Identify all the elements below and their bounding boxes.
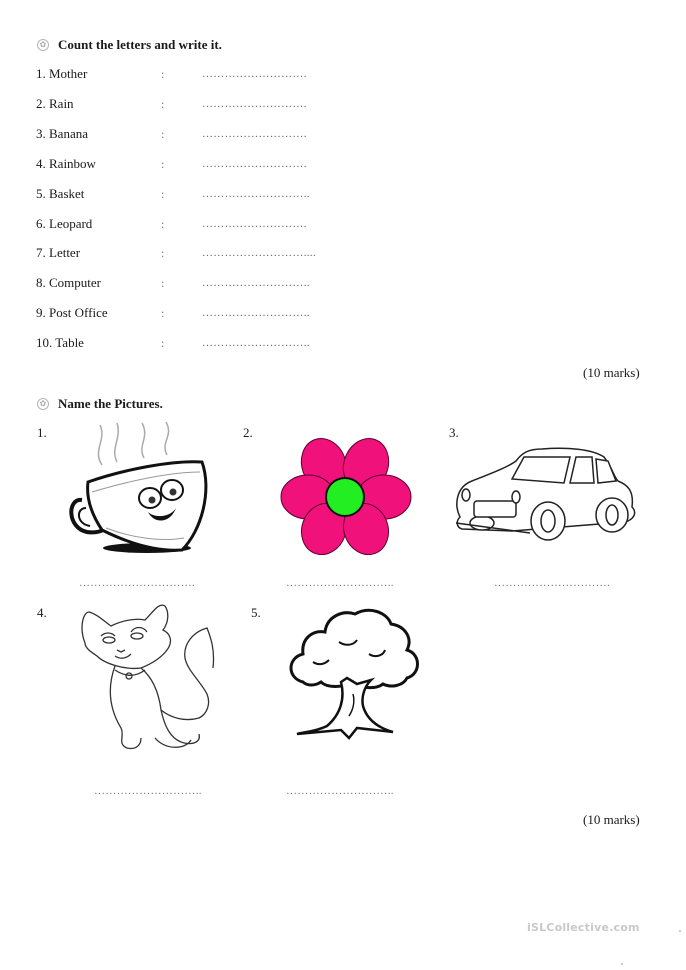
watermark-logo: iSLCollective.com — [527, 921, 640, 934]
word-label: 1. Mother — [36, 66, 88, 81]
speck-decoration — [621, 963, 623, 965]
section1-marks: (10 marks) — [583, 365, 640, 380]
tree-picture — [283, 602, 423, 747]
word-label: 2. Rain — [36, 96, 74, 111]
answer-field[interactable]: ……………………….. — [94, 785, 202, 797]
answer-field[interactable]: ………………………. — [202, 218, 307, 230]
answer-field[interactable]: ………………………. — [202, 98, 307, 110]
separator: : — [161, 187, 165, 201]
picture-number: 2. — [243, 425, 253, 440]
separator: : — [161, 336, 165, 350]
separator: : — [161, 97, 165, 111]
answer-field[interactable]: …………………………. — [79, 577, 196, 589]
word-label: 7. Letter — [36, 245, 81, 260]
word-label: 9. Post Office — [36, 305, 108, 320]
word-label: 5. Basket — [36, 186, 85, 201]
separator: : — [161, 67, 165, 81]
cat-picture — [75, 598, 225, 758]
section1-title: Count the letters and write it. — [58, 37, 222, 52]
separator: : — [161, 217, 165, 231]
answer-field[interactable]: ……………………….. — [286, 577, 394, 589]
separator: : — [161, 157, 165, 171]
answer-field[interactable]: ………………………. — [202, 68, 307, 80]
answer-field[interactable]: ……………………….... — [202, 247, 316, 259]
word-label: 4. Rainbow — [36, 156, 96, 171]
picture-number: 5. — [251, 605, 261, 620]
cup-picture — [62, 420, 212, 560]
word-label: 8. Computer — [36, 275, 101, 290]
answer-field[interactable]: ……………………….. — [202, 277, 310, 289]
flower-bullet-icon: ✿ — [37, 39, 49, 51]
section2-marks: (10 marks) — [583, 812, 640, 827]
answer-field[interactable]: ………………………. — [202, 128, 307, 140]
word-label: 10. Table — [36, 335, 84, 350]
word-label: 3. Banana — [36, 126, 88, 141]
flower-bullet-icon: ✿ — [37, 398, 49, 410]
car-picture — [452, 445, 647, 545]
separator: : — [161, 127, 165, 141]
picture-number: 4. — [37, 605, 47, 620]
answer-field[interactable]: ………………………. — [202, 158, 307, 170]
picture-number: 3. — [449, 425, 459, 440]
separator: : — [161, 246, 165, 260]
answer-field[interactable]: ……………………….. — [202, 337, 310, 349]
picture-number: 1. — [37, 425, 47, 440]
word-label: 6. Leopard — [36, 216, 93, 231]
answer-field[interactable]: ……………………….. — [202, 307, 310, 319]
separator: : — [161, 276, 165, 290]
answer-field[interactable]: ……………………….. — [202, 188, 310, 200]
speck-decoration — [679, 930, 681, 932]
flower-picture — [280, 435, 412, 555]
answer-field[interactable]: ……………………….. — [286, 785, 394, 797]
section2-title: Name the Pictures. — [58, 396, 163, 411]
separator: : — [161, 306, 165, 320]
answer-field[interactable]: …………………………. — [494, 577, 611, 589]
